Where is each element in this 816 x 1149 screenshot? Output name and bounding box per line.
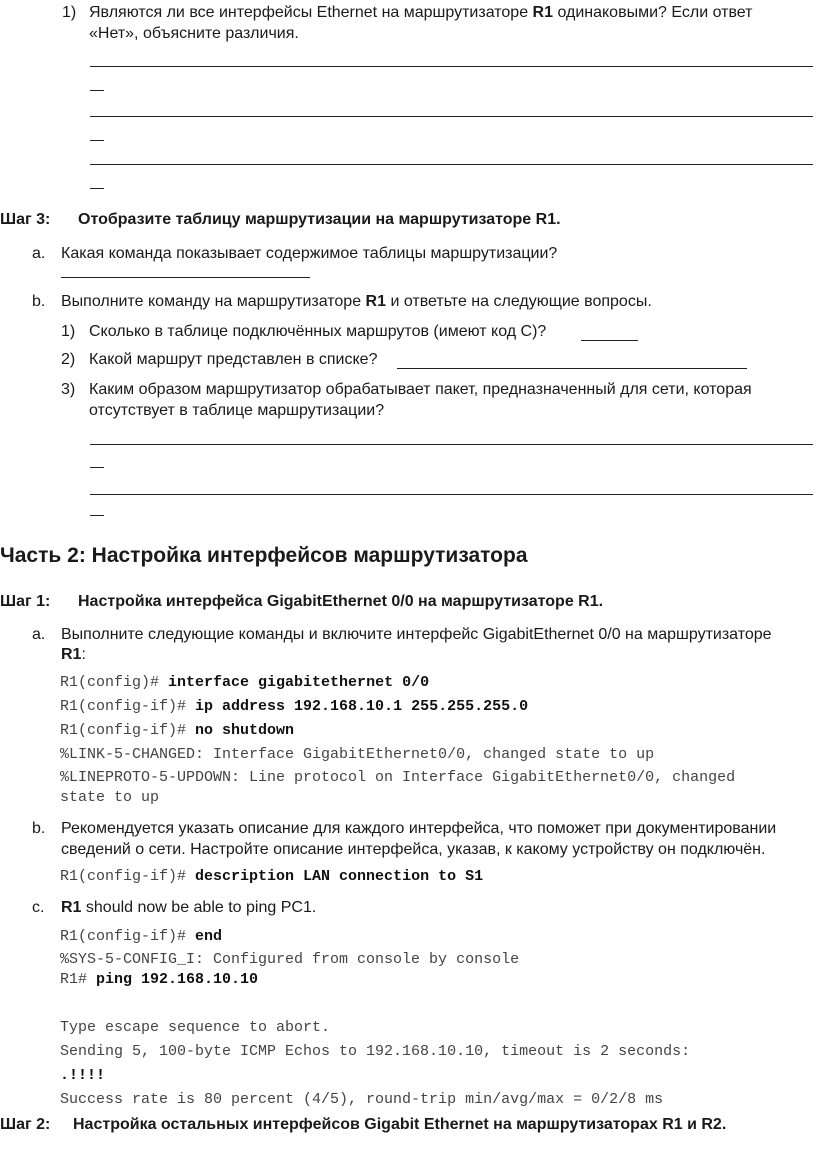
answer-line: [397, 368, 747, 369]
answer-line: [581, 340, 638, 341]
cli-line: R1# ping 192.168.10.10: [60, 971, 259, 988]
answer-line: [90, 164, 813, 165]
question-text-line2: отсутствует в таблице маршрутизации?: [89, 402, 385, 419]
answer-line: [90, 116, 813, 117]
item-text: Рекомендуется указать описание для каждого интерфейса, что поможет при документировании: [61, 820, 777, 837]
answer-line-tail: [90, 515, 104, 516]
cli-line: R1(config)# interface gigabitethernet 0/0: [60, 674, 430, 691]
item-text: Выполните команду на маршрутизаторе R1 и ответьте на следующие вопросы.: [61, 293, 652, 310]
question-text: Являются ли все интерфейсы Ethernet на маршрутизаторе R1 одинаковыми? Если ответ: [89, 4, 753, 21]
cli-output: %LINEPROTO-5-UPDOWN: Line protocol on Interface GigabitEthernet0/0, changed: [60, 769, 736, 786]
item-letter: a.: [32, 626, 46, 643]
step-label: Шаг 2:: [0, 1116, 51, 1133]
cli-line: R1(config-if)# no shutdown: [60, 722, 295, 739]
answer-line-tail: [90, 467, 104, 468]
answer-line-tail: [90, 140, 104, 141]
item-letter: b.: [32, 820, 46, 837]
question-number: 1): [61, 323, 76, 340]
step-title: Настройка интерфейса GigabitEthernet 0/0 на маршрутизаторе R1.: [78, 593, 604, 610]
item-letter: c.: [32, 899, 45, 916]
step-label: Шаг 3:: [0, 211, 51, 228]
item-letter: b.: [32, 293, 46, 310]
step-title: Отобразите таблицу маршрутизации на маршрутизаторе R1.: [78, 211, 561, 228]
cli-output: %LINK-5-CHANGED: Interface GigabitEthernet0/0, changed state to up: [60, 746, 655, 763]
cli-output: .!!!!: [60, 1067, 106, 1084]
answer-line: [90, 494, 813, 495]
item-text-line2: R1:: [61, 646, 86, 663]
item-text: R1 should now be able to ping PC1.: [61, 899, 317, 916]
item-text: Какая команда показывает содержимое таблицы маршрутизации?: [61, 245, 558, 262]
question-text: Какой маршрут представлен в списке?: [89, 351, 378, 368]
question-text-line2: «Нет», объясните различия.: [89, 25, 299, 42]
answer-line: [90, 444, 813, 445]
item-text-line2: сведений о сети. Настройте описание интерфейса, указав, к какому устройству он подключён.: [61, 841, 766, 858]
question-number: 1): [62, 4, 77, 21]
question-text: Сколько в таблице подключённых маршрутов (имеют код C)?: [89, 323, 547, 340]
cli-output: %SYS-5-CONFIG_I: Configured from console by console: [60, 951, 520, 968]
step-title: Настройка остальных интерфейсов Gigabit Ethernet на маршрутизаторах R1 и R2.: [73, 1116, 727, 1133]
step-label: Шаг 1:: [0, 593, 51, 610]
question-number: 3): [61, 381, 76, 398]
question-number: 2): [61, 351, 76, 368]
cli-output: state to up: [60, 789, 160, 806]
cli-line: R1(config-if)# description LAN connection to S1: [60, 868, 484, 885]
answer-line: [90, 66, 813, 67]
cli-line: R1(config-if)# ip address 192.168.10.1 255.255.255.0: [60, 698, 529, 715]
cli-output: Sending 5, 100-byte ICMP Echos to 192.168.10.10, timeout is 2 seconds:: [60, 1043, 691, 1060]
question-text: Каким образом маршрутизатор обрабатывает пакет, предназначенный для сети, которая: [89, 381, 752, 398]
answer-line-tail: [90, 90, 104, 91]
cli-line: R1(config-if)# end: [60, 928, 223, 945]
answer-line-tail: [90, 188, 104, 189]
part-heading: Часть 2: Настройка интерфейсов маршрутизатора: [0, 544, 528, 567]
item-letter: a.: [32, 245, 46, 262]
item-text: Выполните следующие команды и включите интерфейс GigabitEthernet 0/0 на маршрутизаторе: [61, 626, 772, 643]
cli-output: Type escape sequence to abort.: [60, 1019, 331, 1036]
cli-output: Success rate is 80 percent (4/5), round-trip min/avg/max = 0/2/8 ms: [60, 1091, 664, 1108]
answer-line: [61, 277, 310, 278]
